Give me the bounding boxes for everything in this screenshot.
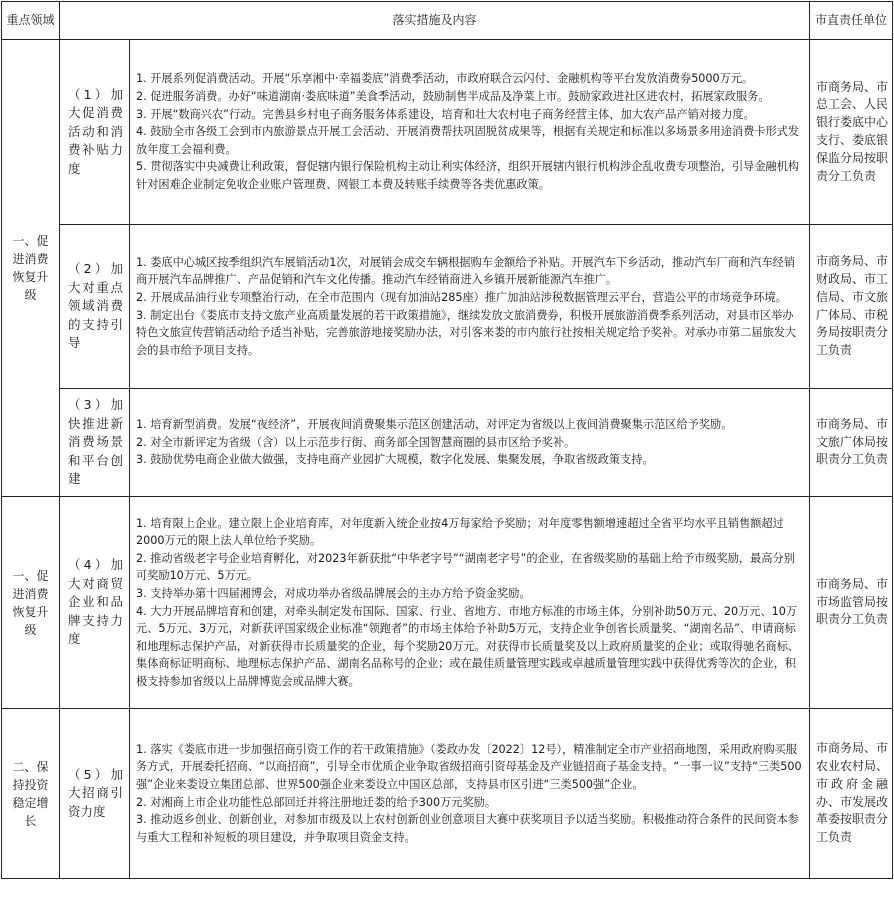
measure-item: 5. 贯彻落实中央减费让利政策，督促辖内银行保险机构主动让利实体经济，组织开展辖内银行机构涉企乱收费专项整治，引导金融机构针对困难企业制定免收企业账户管理费、网银工本费及转账手续费等各类优惠政策。 <box>136 160 800 191</box>
measure-item: 1. 培育新型消费。发展“夜经济”，开展夜间消费聚集示范区创建活动，对评定为省级以上夜间消费聚集示范区给予奖励。 <box>136 418 733 432</box>
table-row <box>2 225 893 389</box>
measure-item: 2. 对全市新评定为省级（含）以上示范步行街、商务部全国智慧商圈的县市区给予奖补。 <box>136 435 576 449</box>
measure-item: 2. 开展成品油行业专项整治行动，在全市范围内（现有加油站285座）推广加油站涉税数据管理云平台，营造公平的市场竞争环境。 <box>136 290 787 304</box>
measure-item: 4. 鼓励全市各级工会到市内旅游景点开展工会活动、开展消费帮扶巩固脱贫成果等，根据有关规定和标准以多场景多用途消费卡形式发放年度工会福利费。 <box>136 125 800 156</box>
table-row <box>2 389 893 497</box>
measure-item: 3. 鼓励优势电商企业做大做强，支持电商产业园扩大规模，数字化发展、集聚发展，争取省级政策支持。 <box>136 453 654 467</box>
measures-cell <box>130 709 810 879</box>
measure-item: 1. 落实《娄底市进一步加强招商引资工作的若干政策措施》（娄政办发〔2022〕12号），精准制定全市产业招商地图，采用政府购买服务方式，开展委托招商、“以商招商”，引导全市优质企业争取省级招商引资母基金及产业链招商子基金支持。“一事一议”支持“三类500强”企业来娄设立集团总部、世界500强企业来娄设立中国区总部，支持县市区引进“三类500强”企业。 <box>136 742 802 791</box>
measures-cell <box>130 497 810 709</box>
table-row <box>2 709 893 879</box>
header-responsible: 市直责任单位 <box>810 2 893 40</box>
subtitle-cell: （4）加大对商贸企业和品牌支持力度 <box>60 497 130 709</box>
area-cell: 一、促进消费恢复升级 <box>2 497 60 709</box>
responsible-cell: 市商务局、市总工会、人民银行娄底中心支行、娄底银保监分局按职责分工负责 <box>810 40 893 225</box>
measure-item: 1. 娄底中心城区按季组织汽车展销活动1次，对展销会成交车辆根据购车金额给予补贴。开展汽车下乡活动，推动汽车厂商和汽车经销商开展汽车品牌推广、产品促销和汽车文化传播。推动汽车经销商进入乡镇开展新能源汽车推广。 <box>136 255 796 287</box>
subtitle-cell: （1）加大促消费活动和消费补贴力度 <box>60 40 130 225</box>
area-cell: 二、保持投资稳定增长 <box>2 709 60 879</box>
measure-item: 3. 开展“数商兴农”行动。完善县乡村电子商务服务体系建设，培育和壮大农村电子商务经营主体，加大农产品产销对接力度。 <box>136 107 755 121</box>
measure-item: 3. 支持举办第十四届湘博会，对成功举办省级品牌展会的主办方给予资金奖励。 <box>136 586 531 600</box>
measure-item: 1. 培育限上企业。建立限上企业培育库，对年度新入统企业按4万每家给予奖励；对年度零售额增速超过全省平均水平且销售额超过2000万元的限上法人单位给予奖励。 <box>136 516 784 548</box>
measures-cell <box>130 225 810 389</box>
responsible-cell: 市商务局、市文旅广体局按职责分工负责 <box>810 389 893 497</box>
table-row <box>2 497 893 709</box>
measures-cell <box>130 40 810 225</box>
header-area: 重点领域 <box>2 2 60 40</box>
table-row <box>2 40 893 225</box>
header-row <box>2 2 893 40</box>
header-measures: 落实措施及内容 <box>60 2 810 40</box>
measure-item: 1. 开展系列促消费活动。开展“乐享湘中·幸福娄底”消费季活动，市政府联合云闪付、金融机构等平台发放消费券5000万元。 <box>136 72 754 86</box>
subtitle-cell: （3）加快推进新消费场景和平台创建 <box>60 389 130 497</box>
responsible-cell: 市商务局、市财政局、市工信局、市文旅广体局、市税务局按职责分工负责 <box>810 225 893 389</box>
policy-table <box>1 1 893 879</box>
area-cell: 一、促进消费恢复升级 <box>2 40 60 497</box>
subtitle-cell: （5）加大招商引资力度 <box>60 709 130 879</box>
measure-item: 2. 推动省级老字号企业培育孵化，对2023年新获批“中华老字号”“湖南老字号”的企业，在省级奖励的基础上给予市级奖励，最高分别可奖励10万元、5万元。 <box>136 551 795 583</box>
responsible-cell: 市商务局、市农业农村局、市政府金融办、市发展改革委按职责分工负责 <box>810 709 893 879</box>
measure-item: 2. 促进服务消费。办好“味道湖南·娄底味道”美食季活动，鼓励制售半成品及净菜上市。鼓励家政进社区进农村，拓展家政服务。 <box>136 90 770 104</box>
measures-cell <box>130 389 810 497</box>
measure-item: 3. 制定出台《娄底市支持文旅产业高质量发展的若干政策措施》，继续发放文旅消费券，积极开展旅游消费季系列活动，对县市区举办特色文旅宣传营销活动给予适当补贴，完善旅游地接奖励办法，对引客来娄的市内旅行社按相关规定给予奖补。对承办市第二届旅发大会的县市给予项目支持。 <box>136 308 797 357</box>
subtitle-cell: （2）加大对重点领域消费的支持引导 <box>60 225 130 389</box>
measure-item: 3. 推动返乡创业、创新创业，对参加市级及以上农村创新创业创意项目大赛中获奖项目予以适当奖励。积极推动符合条件的民间资本参与重大工程和补短板的项目建设，并争取项目资金支持。 <box>136 813 800 844</box>
measure-item: 4. 大力开展品牌培育和创建，对牵头制定发布国际、国家、行业、省地方、市地方标准的市场主体，分别补助50万元、20万元、10万元、5万元、3万元，对新获评国家级企业标准“领跑者”的市场主体给予补助5万元，支持企业争创省长质量奖、“湖南名品”、申请商标和地理标志保护产品，对新获得市长质量奖的企业，每个奖励20万元。对获得市长质量奖及以上政府质量奖的企业；或取得驰名商标、集体商标证明商标、地理标志保护产品、湖南名品称号的企业；或在最佳质量管理实践或卓越质量管理实践中获得优秀等次的企业，积极支持参加省级以上品牌博览会或品牌大赛。 <box>136 604 800 688</box>
measure-item: 2. 对湘商上市企业功能性总部回迁并将注册地迁娄的给予300万元奖励。 <box>136 795 497 809</box>
responsible-cell: 市商务局、市市场监管局按职责分工负责 <box>810 497 893 709</box>
